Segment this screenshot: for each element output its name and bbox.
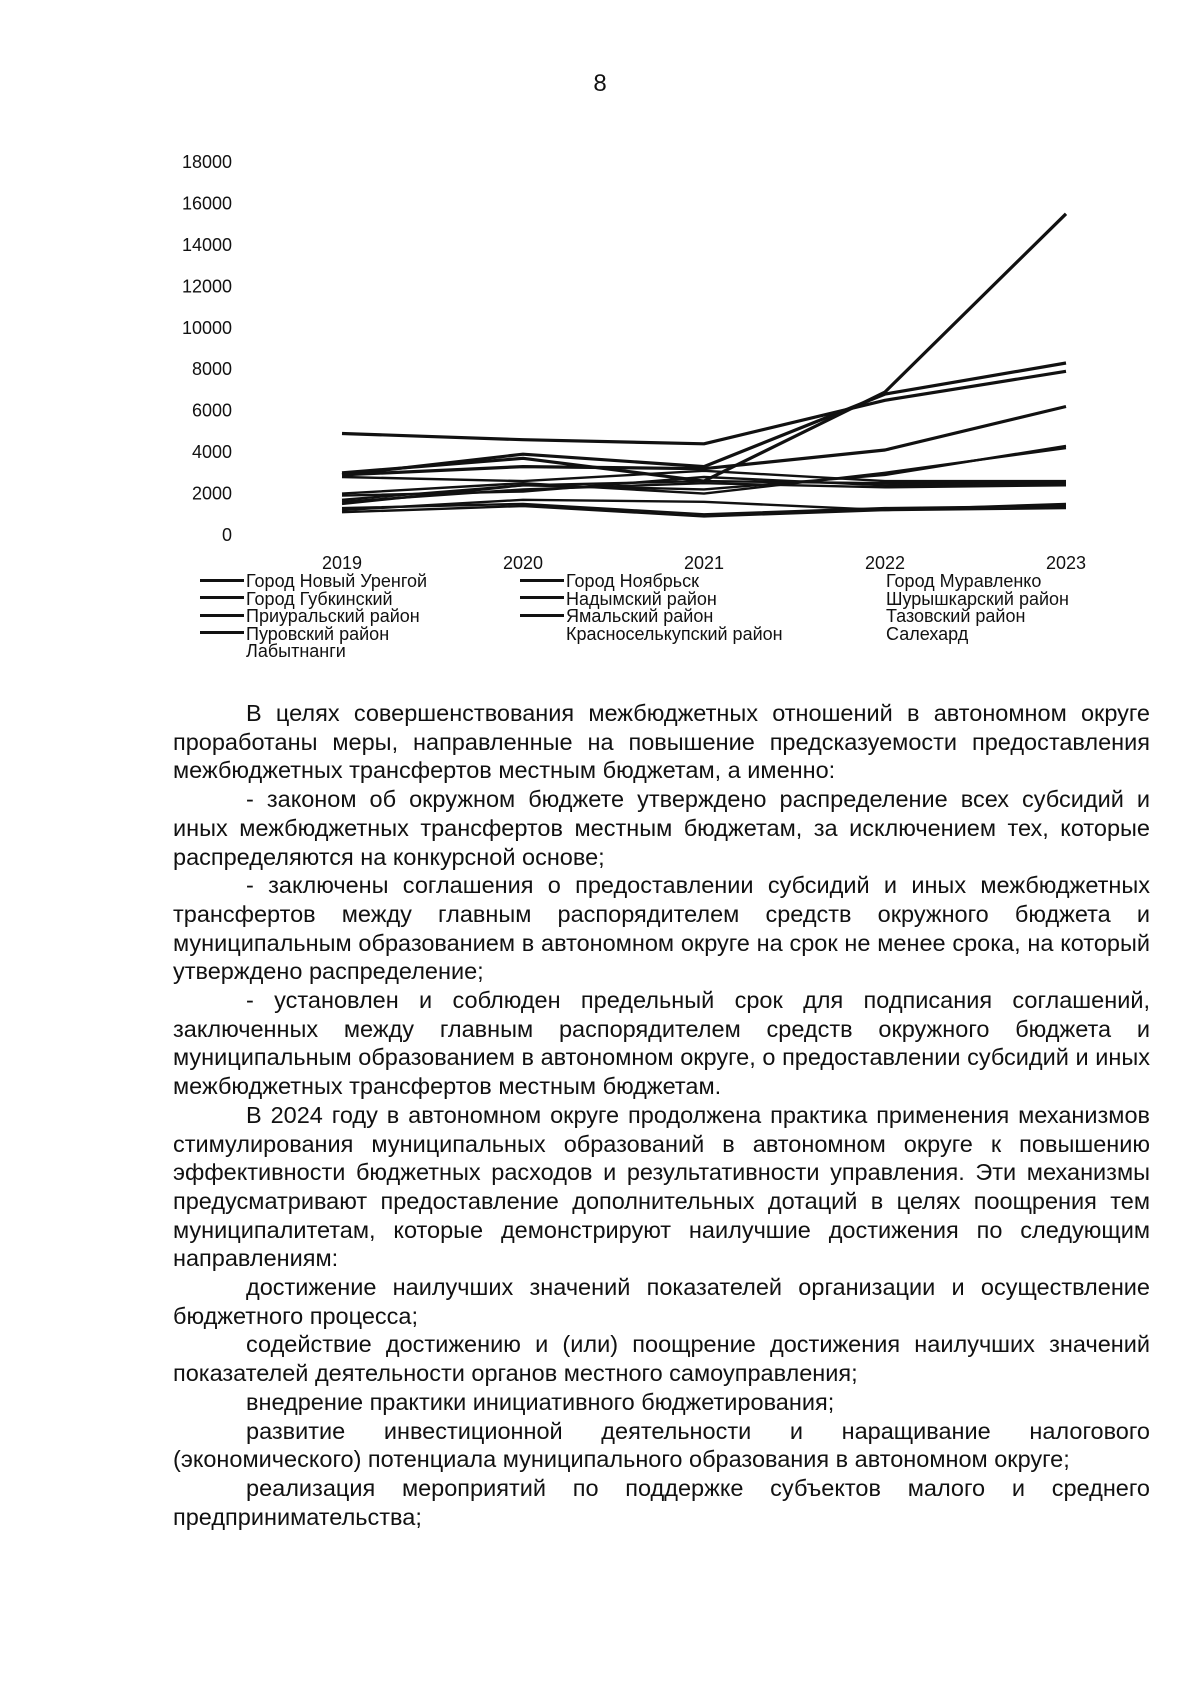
legend-entry <box>840 625 968 643</box>
legend-label: Город Муравленко <box>886 571 1042 591</box>
paragraph: достижение наилучших значений показателей организации и осуществление бюджетного процесса; <box>173 1274 1150 1329</box>
y-tick-label: 0 <box>221 525 232 545</box>
paragraph: - заключены соглашения о предоставлении субсидий и иных межбюджетных трансфертов между главным распорядителем средств окружного бюджета и муниципальным образованием в автономном округе на срок не менее срока, на который утверждено распределение; <box>173 872 1150 985</box>
legend-label: Приуральский район <box>246 606 420 626</box>
legend-entry <box>520 607 713 625</box>
y-tick-label: 16000 <box>181 193 232 214</box>
legend-label: Ямальский район <box>566 606 714 626</box>
x-tick-label: 2023 <box>1045 553 1087 573</box>
y-tick-label: 14000 <box>181 234 232 255</box>
paragraph: В целях совершенствования межбюджетных отношений в автономном округе проработаны меры, направленные на повышение предсказуемости предоставления межбюджетных трансфертов местным бюджетам, а именно: <box>173 700 1150 784</box>
legend-swatch <box>200 614 244 617</box>
legend-label: Лабытнанги <box>246 641 346 661</box>
legend-label: Город Губкинский <box>246 588 393 609</box>
legend-swatch <box>520 579 564 582</box>
paragraph: - законом об окружном бюджете утверждено распределение всех субсидий и иных межбюджетных трансфертов местным бюджетам, за исключением тех, которые распределяются на конкурсной основе; <box>173 786 1150 870</box>
legend-swatch <box>200 631 244 634</box>
y-tick-label: 10000 <box>181 317 232 338</box>
legend-swatch <box>200 649 244 652</box>
paragraph: В 2024 году в автономном округе продолжена практика применения механизмов стимулирования муниципальных образований в автономном округе к повышению эффективности бюджетных расходов и результативности управления. Эти механизмы предусматривают предоставление дополнительных дотаций в целях поощрения тем муниципалитетам, которые демонстрируют наилучшие достижения по следующим направлениям: <box>173 1101 1150 1272</box>
legend-swatch <box>840 614 884 617</box>
paragraph: реализация мероприятий по поддержке субъектов малого и среднего предпринимательства; <box>173 1474 1150 1530</box>
y-tick-label: 2000 <box>191 483 232 504</box>
legend-label: Надымский район <box>566 588 717 609</box>
x-tick-label: 2021 <box>683 553 725 573</box>
y-tick-label: 6000 <box>191 400 232 421</box>
legend-swatch <box>520 614 564 617</box>
legend-swatch <box>520 596 564 599</box>
legend-swatch <box>840 596 884 599</box>
legend-label: Пуровский район <box>246 623 390 644</box>
legend-swatch <box>520 631 564 634</box>
y-tick-label: 12000 <box>181 276 232 297</box>
legend-swatch <box>840 579 884 582</box>
page-number: 8 <box>593 70 607 97</box>
legend-label: Красноселькупский район <box>566 623 783 644</box>
legend-entry <box>200 625 389 643</box>
paragraph: внедрение практики инициативного бюджетирования; <box>246 1388 835 1415</box>
legend-swatch <box>200 579 244 582</box>
legend-label: Шурышкарский район <box>886 588 1069 609</box>
y-tick-label: 4000 <box>191 442 232 463</box>
legend-swatch <box>200 596 244 599</box>
legend-label: Тазовский район <box>886 606 1026 626</box>
y-tick-label: 8000 <box>191 359 232 380</box>
legend-entry <box>840 590 1069 608</box>
series-line <box>342 214 1066 481</box>
legend-entry <box>520 590 717 608</box>
series-line <box>342 363 1066 475</box>
y-tick-label: 18000 <box>181 152 232 172</box>
legend-label: Город Новый Уренгой <box>246 571 428 591</box>
legend-label: Салехард <box>886 623 969 644</box>
legend-swatch <box>840 631 884 634</box>
x-tick-label: 2019 <box>321 553 363 573</box>
legend-entry <box>200 590 393 608</box>
paragraph: - установлен и соблюден предельный срок для подписания соглашений, заключенных между главным распорядителем средств окружного бюджета и муниципальным образованием в автономном округе, о предоставлении субсидий и иных межбюджетных трансфертов местным бюджетам. <box>173 987 1150 1100</box>
paragraph: развитие инвестиционной деятельности и наращивание налогового (экономического) потенциала муниципального образования в автономном округе; <box>173 1417 1150 1473</box>
legend-entry <box>520 572 699 590</box>
legend-entry <box>520 625 783 643</box>
paragraph: содействие достижению и (или) поощрение достижения наилучших значений показателей деятельности органов местного самоуправления; <box>173 1331 1150 1387</box>
series-lines <box>342 214 1066 517</box>
x-axis-tick-labels <box>322 553 1086 573</box>
legend-entry <box>840 607 1025 625</box>
legend-entry <box>200 642 346 660</box>
legend-entry <box>200 607 420 625</box>
x-tick-label: 2022 <box>864 553 906 573</box>
body-text <box>173 699 1150 1531</box>
y-axis-tick-labels <box>182 152 232 545</box>
legend-entry <box>200 572 427 590</box>
x-tick-label: 2020 <box>502 553 544 573</box>
legend-entry <box>840 572 1041 590</box>
legend-label: Город Ноябрьск <box>566 571 700 591</box>
